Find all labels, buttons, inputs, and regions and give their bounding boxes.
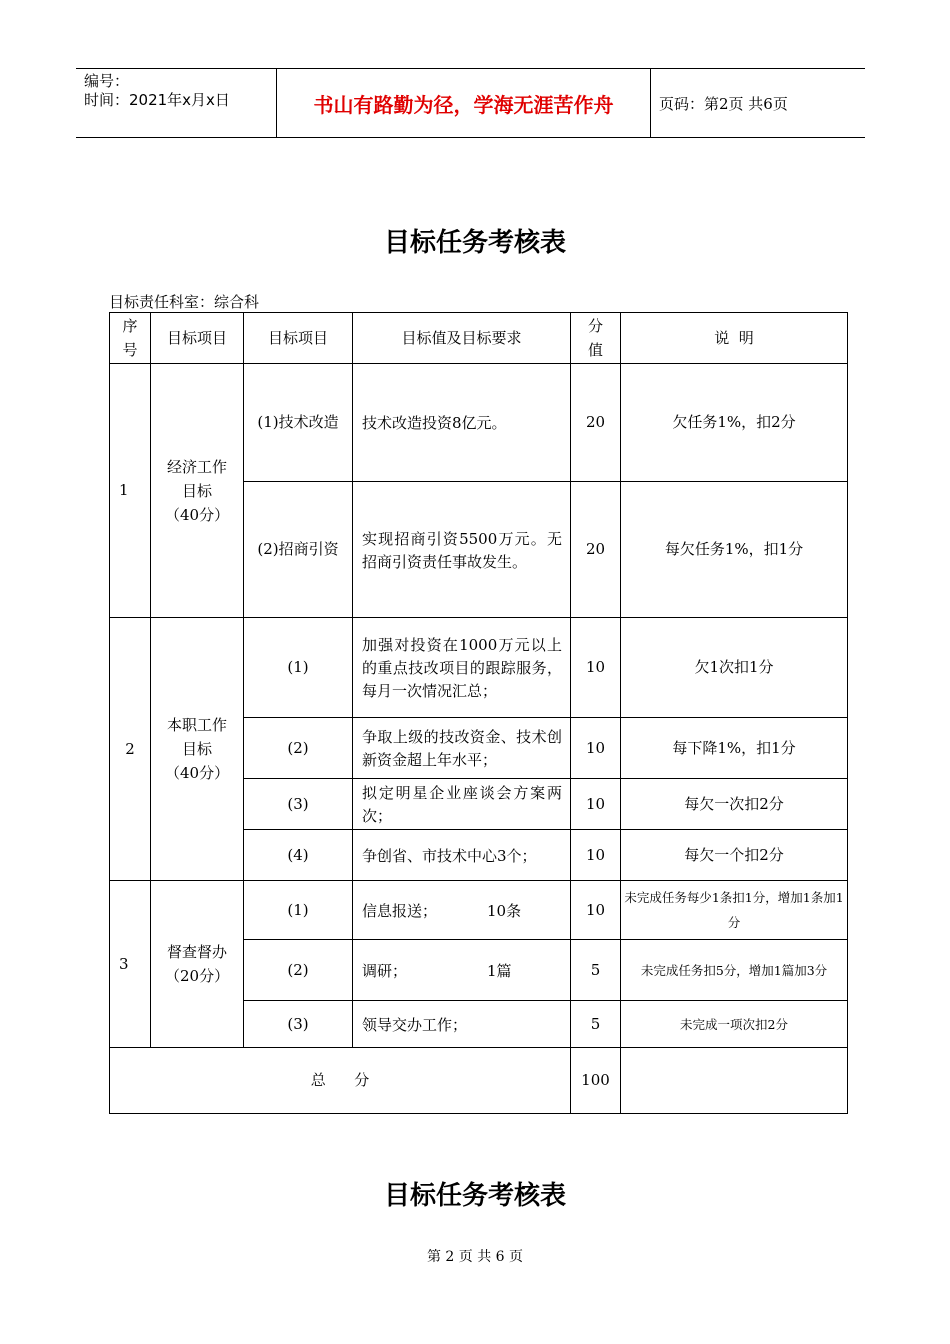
total-score: 100 bbox=[571, 1048, 621, 1114]
header-meta bbox=[84, 72, 230, 110]
requirement-text: 调研； bbox=[362, 961, 408, 980]
table-row bbox=[110, 618, 848, 718]
requirement-cell bbox=[353, 881, 571, 940]
item-cell: (1)技术改造 bbox=[244, 364, 353, 482]
requirement-text: 信息报送； bbox=[362, 901, 438, 920]
score-cell: 5 bbox=[571, 1001, 621, 1048]
score-cell: 10 bbox=[571, 881, 621, 940]
item-cell: (2) bbox=[244, 940, 353, 1001]
header-cell-item: 目标项目 bbox=[244, 313, 353, 364]
group-name: 督查督办（20分） bbox=[151, 881, 244, 1048]
note-cell: 每欠一个扣2分 bbox=[621, 830, 848, 881]
page-footer: 第 2 页 共 6 页 bbox=[426, 1249, 524, 1265]
header-page-info: 页码：第2页 共6页 bbox=[659, 94, 788, 113]
note-cell: 欠任务1%，扣2分 bbox=[621, 364, 848, 482]
requirement-cell: 实现招商引资5500万元。无招商引资责任事故发生。 bbox=[353, 482, 571, 618]
requirement-cell: 争取上级的技改资金、技术创新资金超上年水平； bbox=[353, 718, 571, 779]
requirement-value: 1篇 bbox=[487, 961, 512, 980]
requirement-cell: 加强对投资在1000万元以上的重点技改项目的跟踪服务，每月一次情况汇总； bbox=[353, 618, 571, 718]
table-row bbox=[110, 364, 848, 482]
header-divider bbox=[650, 69, 651, 137]
item-cell: (2) bbox=[244, 718, 353, 779]
total-label: 总 分 bbox=[110, 1048, 571, 1114]
score-cell: 10 bbox=[571, 779, 621, 830]
group-index: 1 bbox=[110, 364, 151, 618]
note-cell: 未完成任务每少1条扣1分，增加1条加1分 bbox=[621, 881, 848, 940]
page-header bbox=[76, 68, 865, 138]
header-cell-requirement: 目标值及目标要求 bbox=[353, 313, 571, 364]
score-cell: 20 bbox=[571, 482, 621, 618]
item-cell: (1) bbox=[244, 881, 353, 940]
note-cell: 欠1次扣1分 bbox=[621, 618, 848, 718]
requirement-value: 10条 bbox=[487, 901, 522, 920]
header-cell-index: 序号 bbox=[110, 313, 151, 364]
requirement-cell bbox=[353, 940, 571, 1001]
item-cell: (1) bbox=[244, 618, 353, 718]
note-cell: 未完成任务扣5分，增加1篇加3分 bbox=[621, 940, 848, 1001]
group-name: 本职工作目标（40分） bbox=[151, 618, 244, 881]
score-cell: 10 bbox=[571, 830, 621, 881]
score-cell: 10 bbox=[571, 718, 621, 779]
note-cell: 每下降1%，扣1分 bbox=[621, 718, 848, 779]
header-cell-score: 分值 bbox=[571, 313, 621, 364]
score-cell: 5 bbox=[571, 940, 621, 1001]
next-page-title: 目标任务考核表 bbox=[383, 1181, 566, 1211]
header-cell-note: 说 明 bbox=[621, 313, 848, 364]
table-total-row bbox=[110, 1048, 848, 1114]
item-cell: (4) bbox=[244, 830, 353, 881]
note-cell: 未完成一项次扣2分 bbox=[621, 1001, 848, 1048]
time-label: 时间：2021年x月x日 bbox=[84, 91, 230, 109]
group-index: 3 bbox=[110, 881, 151, 1048]
table-header-row bbox=[110, 313, 848, 364]
department-label: 目标责任科室：综合科 bbox=[109, 293, 260, 311]
score-cell: 20 bbox=[571, 364, 621, 482]
requirement-cell: 争创省、市技术中心3个； bbox=[353, 830, 571, 881]
header-cell-category: 目标项目 bbox=[151, 313, 244, 364]
group-name: 经济工作目标（40分） bbox=[151, 364, 244, 618]
requirement-cell: 拟定明星企业座谈会方案两次； bbox=[353, 779, 571, 830]
table-row bbox=[110, 881, 848, 940]
assessment-table bbox=[109, 312, 848, 1114]
score-cell: 10 bbox=[571, 618, 621, 718]
requirement-cell: 技术改造投资8亿元。 bbox=[353, 364, 571, 482]
group-index: 2 bbox=[110, 618, 151, 881]
code-label: 编号： bbox=[84, 72, 130, 90]
total-note bbox=[621, 1048, 848, 1114]
item-cell: (2)招商引资 bbox=[244, 482, 353, 618]
note-cell: 每欠任务1%，扣1分 bbox=[621, 482, 848, 618]
item-cell: (3) bbox=[244, 1001, 353, 1048]
note-cell: 每欠一次扣2分 bbox=[621, 779, 848, 830]
page-title: 目标任务考核表 bbox=[383, 228, 566, 258]
header-motto: 书山有路勤为径，学海无涯苦作舟 bbox=[313, 92, 614, 117]
item-cell: (3) bbox=[244, 779, 353, 830]
requirement-cell: 领导交办工作； bbox=[353, 1001, 571, 1048]
